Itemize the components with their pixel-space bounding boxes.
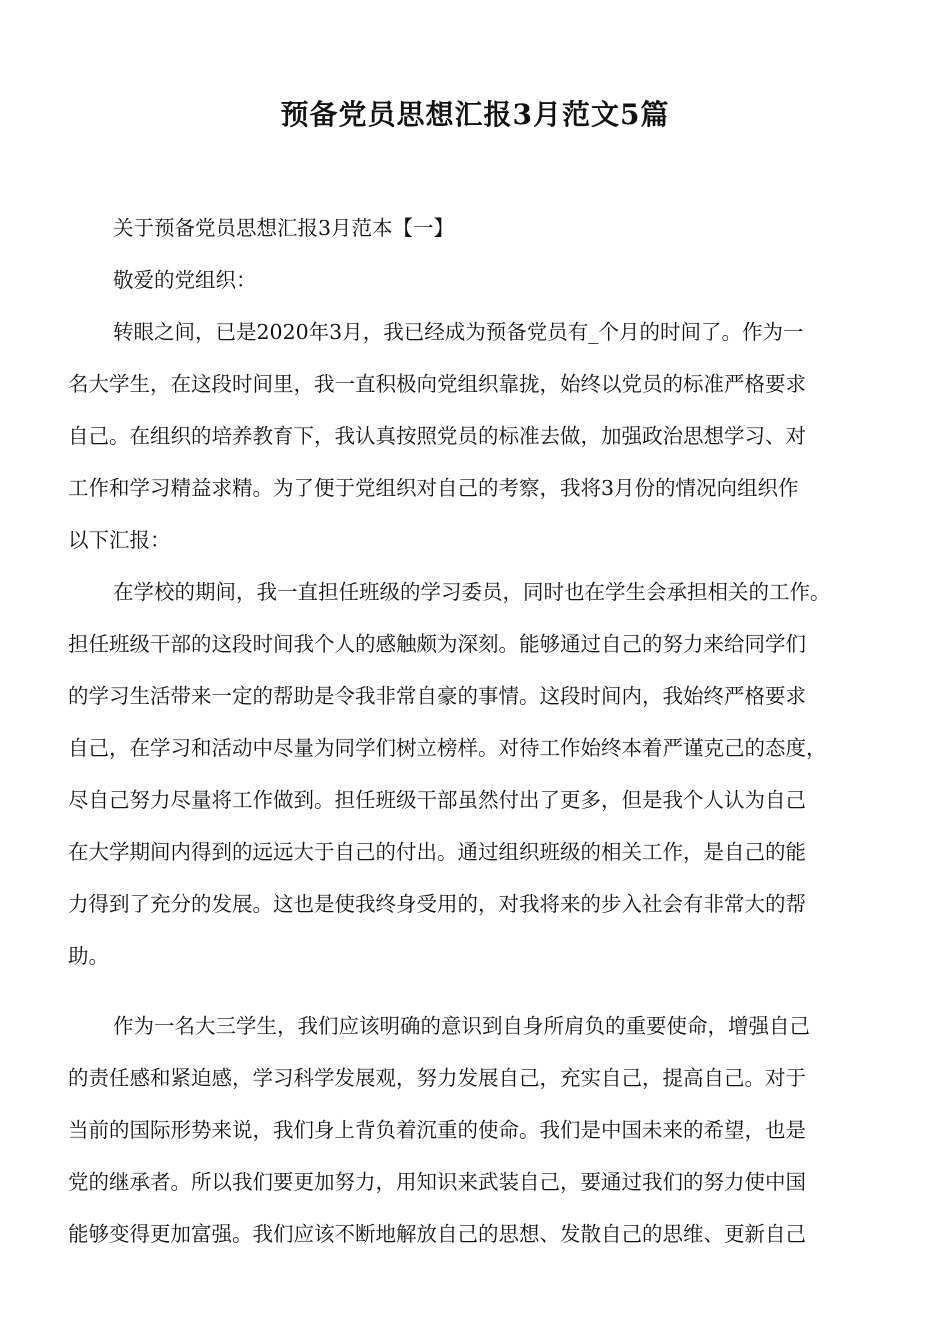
paragraph-1-line-5: 以下汇报： (68, 528, 171, 552)
document-title: 预备党员思想汇报3月范文5篇 (280, 98, 670, 131)
paragraph-1-line-1: 转眼之间，已是2020年3月，我已经成为预备党员有_个月的时间了。作为一 (113, 320, 804, 344)
paragraph-3-line-2: 的责任感和紧迫感，学习科学发展观，努力发展自己，充实自己，提高自己。对于 (68, 1066, 806, 1090)
paragraph-2-line-8: 助。 (68, 944, 109, 968)
paragraph-3-line-1: 作为一名大三学生，我们应该明确的意识到自身所肩负的重要使命，增强自己 (113, 1014, 810, 1038)
paragraph-2-line-3: 的学习生活带来一定的帮助是令我非常自豪的事情。这段时间内，我始终严格要求 (68, 684, 806, 708)
paragraph-1-line-2: 名大学生，在这段时间里，我一直积极向党组织靠拢，始终以党员的标准严格要求 (68, 372, 806, 396)
paragraph-2-line-4: 自己，在学习和活动中尽量为同学们树立榜样。对待工作始终本着严谨克己的态度， (68, 736, 827, 760)
paragraph-1-line-4: 工作和学习精益求精。为了便于党组织对自己的考察，我将3月份的情况向组织作 (68, 476, 799, 500)
document-body (68, 208, 882, 1266)
section-heading: 关于预备党员思想汇报3月范本【一】 (113, 216, 455, 240)
paragraph-2-line-1: 在学校的期间，我一直担任班级的学习委员，同时也在学生会承担相关的工作。 (113, 580, 831, 604)
paragraph-3-line-4: 党的继承者。所以我们要更加努力，用知识来武装自己，要通过我们的努力使中国 (68, 1170, 806, 1194)
paragraph-1-line-3: 自己。在组织的培养教育下，我认真按照党员的标准去做，加强政治思想学习、对 (68, 424, 806, 448)
paragraph-2-line-7: 力得到了充分的发展。这也是使我终身受用的，对我将来的步入社会有非常大的帮 (68, 892, 806, 916)
paragraph-2-line-6: 在大学期间内得到的远远大于自己的付出。通过组织班级的相关工作，是自己的能 (68, 840, 806, 864)
paragraph-2-line-2: 担任班级干部的这段时间我个人的感触颇为深刻。能够通过自己的努力来给同学们 (68, 632, 806, 656)
paragraph-3-line-3: 当前的国际形势来说，我们身上背负着沉重的使命。我们是中国未来的希望，也是 (68, 1118, 806, 1142)
salutation: 敬爱的党组织： (113, 268, 257, 292)
paragraph-2-line-5: 尽自己努力尽量将工作做到。担任班级干部虽然付出了更多，但是我个人认为自己 (68, 788, 806, 812)
paragraph-3-line-5: 能够变得更加富强。我们应该不断地解放自己的思想、发散自己的思维、更新自己 (68, 1222, 806, 1246)
